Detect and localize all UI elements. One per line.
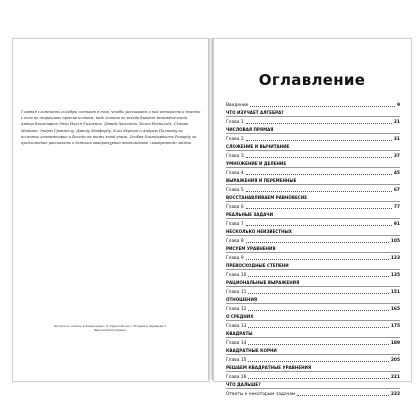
translation-credit: Цитата из «Алисы в Зазеркалье» Л. Кэрролла на с. 55 дана в переводе Т. Щепкиной-Куперник. xyxy=(54,324,167,333)
toc-page-number: 9 xyxy=(396,103,400,108)
table-of-contents xyxy=(226,102,400,408)
toc-entry-label: Глава 15 xyxy=(226,358,247,363)
right-page xyxy=(213,38,412,397)
toc-entry-label: Глава 2 xyxy=(226,137,244,142)
toc-dot-leader xyxy=(246,242,389,243)
toc-entry-header xyxy=(226,119,400,126)
toc-dot-leader xyxy=(246,208,392,209)
toc-entry-subtitle: РЕАЛЬНЫЕ ЗАДАЧИ xyxy=(226,211,400,219)
toc-entry-header xyxy=(226,357,400,364)
toc-entry-label: Глава 9 xyxy=(226,256,244,261)
toc-entry-subtitle: КВАДРАТЫ xyxy=(226,330,400,338)
toc-entry xyxy=(226,357,400,374)
toc-dot-leader xyxy=(246,259,389,260)
toc-entry-header xyxy=(226,255,400,262)
toc-entry xyxy=(226,374,400,391)
toc-entry xyxy=(226,102,400,119)
toc-entry-subtitle: УМНОЖЕНИЕ И ДЕЛЕНИЕ xyxy=(226,160,400,168)
toc-entry-header xyxy=(226,323,400,330)
toc-entry xyxy=(226,272,400,289)
toc-entry-label: Глава 16 xyxy=(226,375,247,380)
toc-entry-header xyxy=(226,102,400,109)
toc-entry-label: Глава 4 xyxy=(226,171,244,176)
toc-entry-header xyxy=(226,221,400,228)
toc-entry-label: Ответы к некоторым задачам xyxy=(226,392,296,397)
toc-entry xyxy=(226,340,400,357)
toc-entry-header xyxy=(226,374,400,381)
toc-page-number: 91 xyxy=(393,222,400,227)
toc-entry xyxy=(226,238,400,255)
toc-entry-subtitle: ОТНОШЕНИЯ xyxy=(226,296,400,304)
toc-dot-leader xyxy=(248,344,388,345)
toc-dot-leader xyxy=(248,327,388,328)
toc-dot-leader xyxy=(246,191,392,192)
toc-entry-subtitle: ПРЕВОСХОДНЫЕ СТЕПЕНИ xyxy=(226,262,400,270)
toc-entry-subtitle: НЕСКОЛЬКО НЕИЗВЕСТНЫХ xyxy=(226,228,400,236)
toc-entry-header xyxy=(226,238,400,245)
toc-entry xyxy=(226,187,400,204)
toc-entry-header xyxy=(226,204,400,211)
toc-entry xyxy=(226,306,400,323)
book-spread xyxy=(12,38,410,397)
left-page xyxy=(12,38,210,382)
toc-page-number: 45 xyxy=(393,171,400,176)
epigraph-text: Главная сложность алгебры состоит в том, чтобы рассказать о ней интересно и вместе с тем не погрешить против истины, ведь истина не всегда бывает занимательной. Автор благодарит Энди Ноэля Уильямса, Дэвида Хайлэнда, Хелен Рейнольдс, Сьюзан Монаган, Эндрю Грингейлу, Дэвиду Мэнфорду, Хлоэ Бертон и Андрею Полякову за полезные комментарии и беседы на темы этой книги. Особая благодарность Ричарду за предложение рассказать о детской квадратурной неевклидовой «квадратной» задаче. xyxy=(21,110,201,146)
toc-entry-label: Глава 7 xyxy=(226,222,244,227)
toc-entry xyxy=(226,323,400,340)
toc-title: Оглавление xyxy=(258,71,366,89)
toc-dot-leader xyxy=(246,225,392,226)
toc-dot-leader xyxy=(246,174,392,175)
toc-entry-header xyxy=(226,136,400,143)
toc-page-number: 151 xyxy=(390,290,400,295)
toc-entry xyxy=(226,170,400,187)
toc-dot-leader xyxy=(248,378,388,379)
toc-entry-subtitle: КВАДРАТНЫЕ КОРНИ xyxy=(226,347,400,355)
toc-entry-label: Глава 13 xyxy=(226,324,247,329)
toc-dot-leader xyxy=(246,157,392,158)
toc-entry-header xyxy=(226,391,400,398)
toc-entry xyxy=(226,136,400,153)
toc-page-number: 37 xyxy=(393,154,400,159)
toc-entry-subtitle: ЧТО ДАЛЬШЕ? xyxy=(226,381,400,389)
toc-entry xyxy=(226,119,400,136)
toc-page-number: 123 xyxy=(390,256,400,261)
toc-entry-subtitle: РЕШАЕМ КВАДРАТНЫЕ УРАВНЕНИЯ xyxy=(226,364,400,372)
toc-entry-header xyxy=(226,272,400,279)
toc-page-number: 165 xyxy=(390,307,400,312)
toc-page-number: 105 xyxy=(390,239,400,244)
toc-entry-header xyxy=(226,187,400,194)
toc-dot-leader xyxy=(297,395,389,396)
toc-entry-label: Глава 10 xyxy=(226,273,247,278)
toc-page-number: 221 xyxy=(390,375,400,380)
toc-entry-header xyxy=(226,306,400,313)
toc-entry-label: Глава 14 xyxy=(226,341,247,346)
toc-entry xyxy=(226,391,400,408)
toc-page-number: 21 xyxy=(393,120,400,125)
toc-entry-header xyxy=(226,153,400,160)
toc-page-number: 77 xyxy=(393,205,400,210)
toc-entry xyxy=(226,221,400,238)
toc-entry-subtitle: ЧТО ИЗУЧАЕТ АЛГЕБРА? xyxy=(226,109,400,117)
toc-entry-subtitle: ЧИСЛОВАЯ ПРЯМАЯ xyxy=(226,126,400,134)
toc-entry-label: Глава 6 xyxy=(226,205,244,210)
toc-entry xyxy=(226,204,400,221)
toc-entry-header xyxy=(226,340,400,347)
toc-page-number: 232 xyxy=(390,392,400,397)
toc-entry-header xyxy=(226,289,400,296)
toc-entry-subtitle: СЛОЖЕНИЕ И ВЫЧИТАНИЕ xyxy=(226,143,400,151)
toc-dot-leader xyxy=(246,123,392,124)
toc-dot-leader xyxy=(250,106,394,107)
toc-entry-label: Глава 11 xyxy=(226,290,247,295)
toc-dot-leader xyxy=(246,140,392,141)
toc-dot-leader xyxy=(248,310,388,311)
toc-entry-label: Глава 8 xyxy=(226,239,244,244)
toc-entry-subtitle: РИСУЕМ УРАВНЕНИЯ xyxy=(226,245,400,253)
toc-entry xyxy=(226,289,400,306)
toc-page-number: 135 xyxy=(390,273,400,278)
toc-page-number: 67 xyxy=(393,188,400,193)
toc-entry-subtitle: О СРЕДНИХ xyxy=(226,313,400,321)
toc-entry-label: Глава 12 xyxy=(226,307,247,312)
toc-entry xyxy=(226,255,400,272)
toc-entry-subtitle: ВОССТАНАВЛИВАЕМ РАВНОВЕСИЕ xyxy=(226,194,400,202)
toc-entry-subtitle: ВЫРАЖЕНИЯ И ПЕРЕМЕННЫЕ xyxy=(226,177,400,185)
toc-entry-label: Глава 1 xyxy=(226,120,244,125)
toc-page-number: 189 xyxy=(390,341,400,346)
toc-page-number: 31 xyxy=(393,137,400,142)
toc-page-number: 175 xyxy=(390,324,400,329)
toc-entry-label: Глава 5 xyxy=(226,188,244,193)
toc-dot-leader xyxy=(248,293,388,294)
toc-page-number: 205 xyxy=(390,358,400,363)
toc-entry-label: Введение xyxy=(226,103,249,108)
toc-dot-leader xyxy=(248,361,388,362)
toc-entry-header xyxy=(226,170,400,177)
toc-dot-leader xyxy=(248,276,388,277)
toc-entry xyxy=(226,153,400,170)
toc-entry-subtitle xyxy=(226,398,400,405)
toc-entry-subtitle: РАЦИОНАЛЬНЫЕ ВЫРАЖЕНИЯ xyxy=(226,279,400,287)
toc-entry-label: Глава 3 xyxy=(226,154,244,159)
